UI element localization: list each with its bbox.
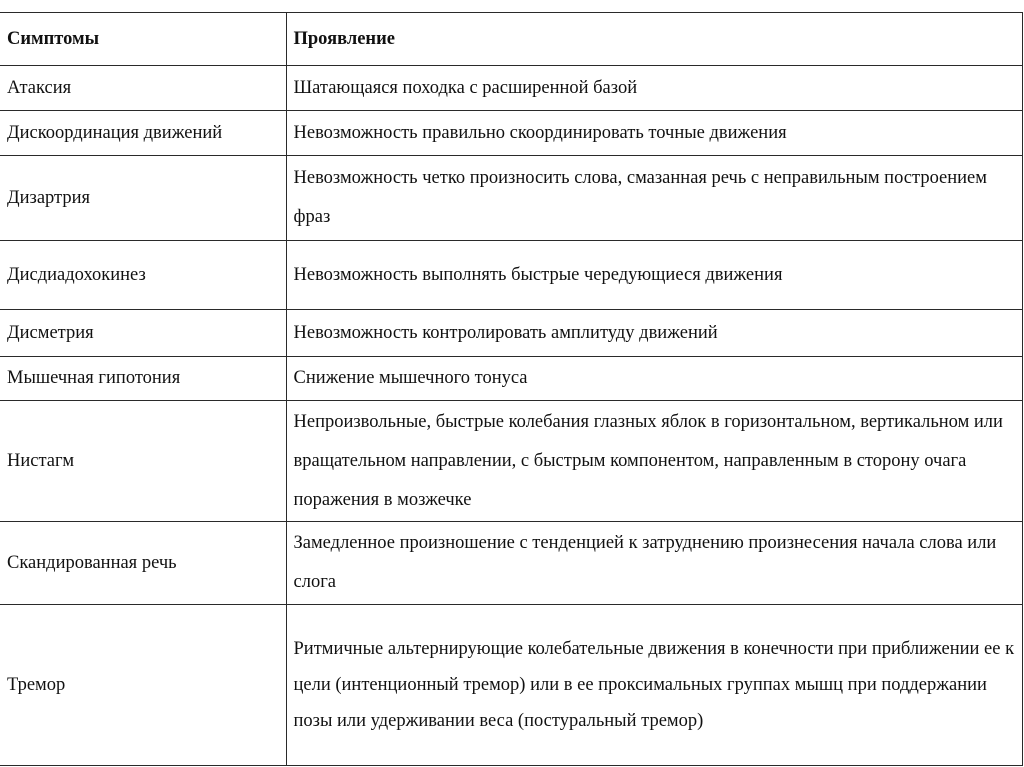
symptoms-table bbox=[0, 12, 1023, 766]
symptom-cell: Скандированная речь bbox=[0, 522, 286, 605]
symptom-cell: Тремор bbox=[0, 605, 286, 766]
table-row bbox=[0, 310, 1022, 357]
table-header-row bbox=[0, 13, 1022, 66]
table-row bbox=[0, 156, 1022, 241]
table-row bbox=[0, 522, 1022, 605]
header-manifestation: Проявление bbox=[286, 13, 1022, 66]
symptom-cell: Атаксия bbox=[0, 66, 286, 111]
symptom-cell: Дисдиадохокинез bbox=[0, 241, 286, 310]
symptom-cell: Мышечная гипотония bbox=[0, 357, 286, 401]
table-row bbox=[0, 66, 1022, 111]
manifestation-cell: Невозможность выполнять быстрые чередующиеся движения bbox=[286, 241, 1022, 310]
manifestation-cell: Снижение мышечного тонуса bbox=[286, 357, 1022, 401]
manifestation-cell: Невозможность контролировать амплитуду движений bbox=[286, 310, 1022, 357]
symptom-cell: Дизартрия bbox=[0, 156, 286, 241]
manifestation-cell: Невозможность правильно скоординировать точные движения bbox=[286, 111, 1022, 156]
symptom-cell: Дисметрия bbox=[0, 310, 286, 357]
table-row bbox=[0, 357, 1022, 401]
manifestation-cell: Шатающаяся походка с расширенной базой bbox=[286, 66, 1022, 111]
table-row bbox=[0, 605, 1022, 766]
table-row bbox=[0, 111, 1022, 156]
symptom-cell: Дискоординация движений bbox=[0, 111, 286, 156]
symptom-cell: Нистагм bbox=[0, 401, 286, 522]
table-row bbox=[0, 401, 1022, 522]
manifestation-cell: Замедленное произношение с тенденцией к затруднению произнесения начала слова или слога bbox=[286, 522, 1022, 605]
manifestation-cell: Непроизвольные, быстрые колебания глазных яблок в горизонтальном, вертикальном или вращательном направлении, с быстрым компонентом, направленным в сторону очага поражения в мозжечке bbox=[286, 401, 1022, 522]
table-row bbox=[0, 241, 1022, 310]
manifestation-cell: Ритмичные альтернирующие колебательные движения в конечности при приближении ее к цели (интенционный тремор) или в ее проксимальных группах мышц при поддержании позы или удерживании веса (постуральный тремор) bbox=[286, 605, 1022, 766]
manifestation-cell: Невозможность четко произносить слова, смазанная речь с неправильным построением фраз bbox=[286, 156, 1022, 241]
header-symptoms: Симптомы bbox=[0, 13, 286, 66]
